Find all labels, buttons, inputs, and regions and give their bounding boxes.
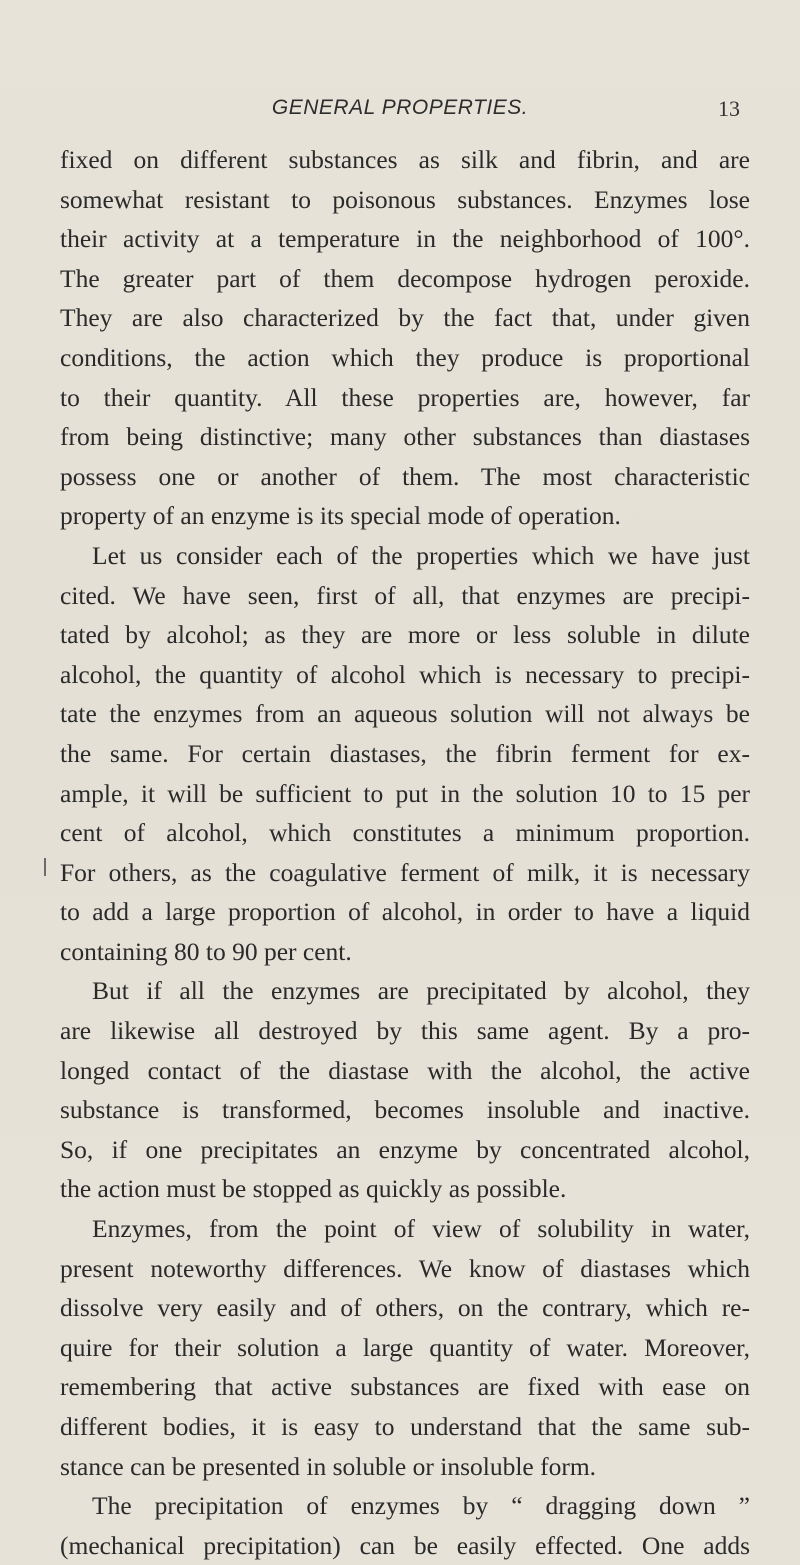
text-line: from being distinctive; many other substances than diastases (60, 422, 750, 452)
text-line: quire for their solution a large quantity of water. Moreover, (60, 1332, 750, 1362)
page-number: 13 (718, 96, 740, 121)
text-line: For others, as the coagulative ferment of milk, it is necessary (60, 857, 750, 887)
text-line: their activity at a temperature in the neighborhood of 100°. (60, 224, 750, 254)
text-line: to add a large proportion of alcohol, in order to have a liquid (60, 897, 750, 927)
text-line: remembering that active substances are fixed with ease on (60, 1372, 750, 1402)
text-line: somewhat resistant to poisonous substances. Enzymes lose (60, 184, 750, 214)
text-line: substance is transformed, becomes insoluble and inactive. (60, 1095, 750, 1125)
margin-mark (44, 858, 46, 876)
text-line: (mechanical precipitation) can be easily effected. One adds (60, 1530, 750, 1560)
text-line: alcohol, the quantity of alcohol which is necessary to precipi- (60, 659, 750, 689)
text-line: the action must be stopped as quickly as possible. (60, 1174, 567, 1204)
text-line: longed contact of the diastase with the alcohol, the active (60, 1055, 750, 1085)
text-line: They are also characterized by the fact that, under given (60, 303, 750, 333)
text-line: ample, it will be sufficient to put in the solution 10 to 15 per (60, 778, 750, 808)
text-line: The precipitation of enzymes by “ dragging down ” (92, 1491, 750, 1521)
text-line: the same. For certain diastases, the fibrin ferment for ex- (60, 738, 750, 768)
text-line: The greater part of them decompose hydrogen peroxide. (60, 263, 750, 293)
text-line: But if all the enzymes are precipitated by alcohol, they (92, 976, 750, 1006)
text-line: dissolve very easily and of others, on the contrary, which re- (60, 1293, 750, 1323)
running-title: GENERAL PROPERTIES. (271, 96, 529, 119)
text-line: different bodies, it is easy to understand that the same sub- (60, 1412, 750, 1441)
text-line: fixed on different substances as silk and fibrin, and are (60, 145, 750, 174)
text-line: property of an enzyme is its special mode of operation. (60, 501, 621, 531)
text-line: Enzymes, from the point of view of solubility in water, (92, 1214, 750, 1244)
text-line: are likewise all destroyed by this same agent. By a pro- (60, 1016, 750, 1046)
text-line: cent of alcohol, which constitutes a minimum proportion. (60, 818, 750, 848)
text-line: possess one or another of them. The most characteristic (60, 461, 750, 491)
text-line: cited. We have seen, first of all, that enzymes are precipi- (60, 580, 750, 610)
text-line: tate the enzymes from an aqueous solution will not always be (60, 699, 750, 729)
text-line: stance can be presented in soluble or insoluble form. (60, 1451, 597, 1481)
text-line: Let us consider each of the properties which we have just (92, 540, 750, 570)
text-line: conditions, the action which they produce is proportional (60, 342, 750, 372)
body-text (60, 140, 750, 1565)
running-header (60, 96, 740, 136)
text-line: So, if one precipitates an enzyme by concentrated alcohol, (60, 1134, 750, 1164)
text-line: tated by alcohol; as they are more or less soluble in dilute (60, 620, 750, 650)
text-line: to their quantity. All these properties are, however, far (60, 382, 750, 412)
text-line: present noteworthy differences. We know of diastases which (60, 1253, 750, 1283)
text-line: containing 80 to 90 per cent. (60, 936, 352, 966)
